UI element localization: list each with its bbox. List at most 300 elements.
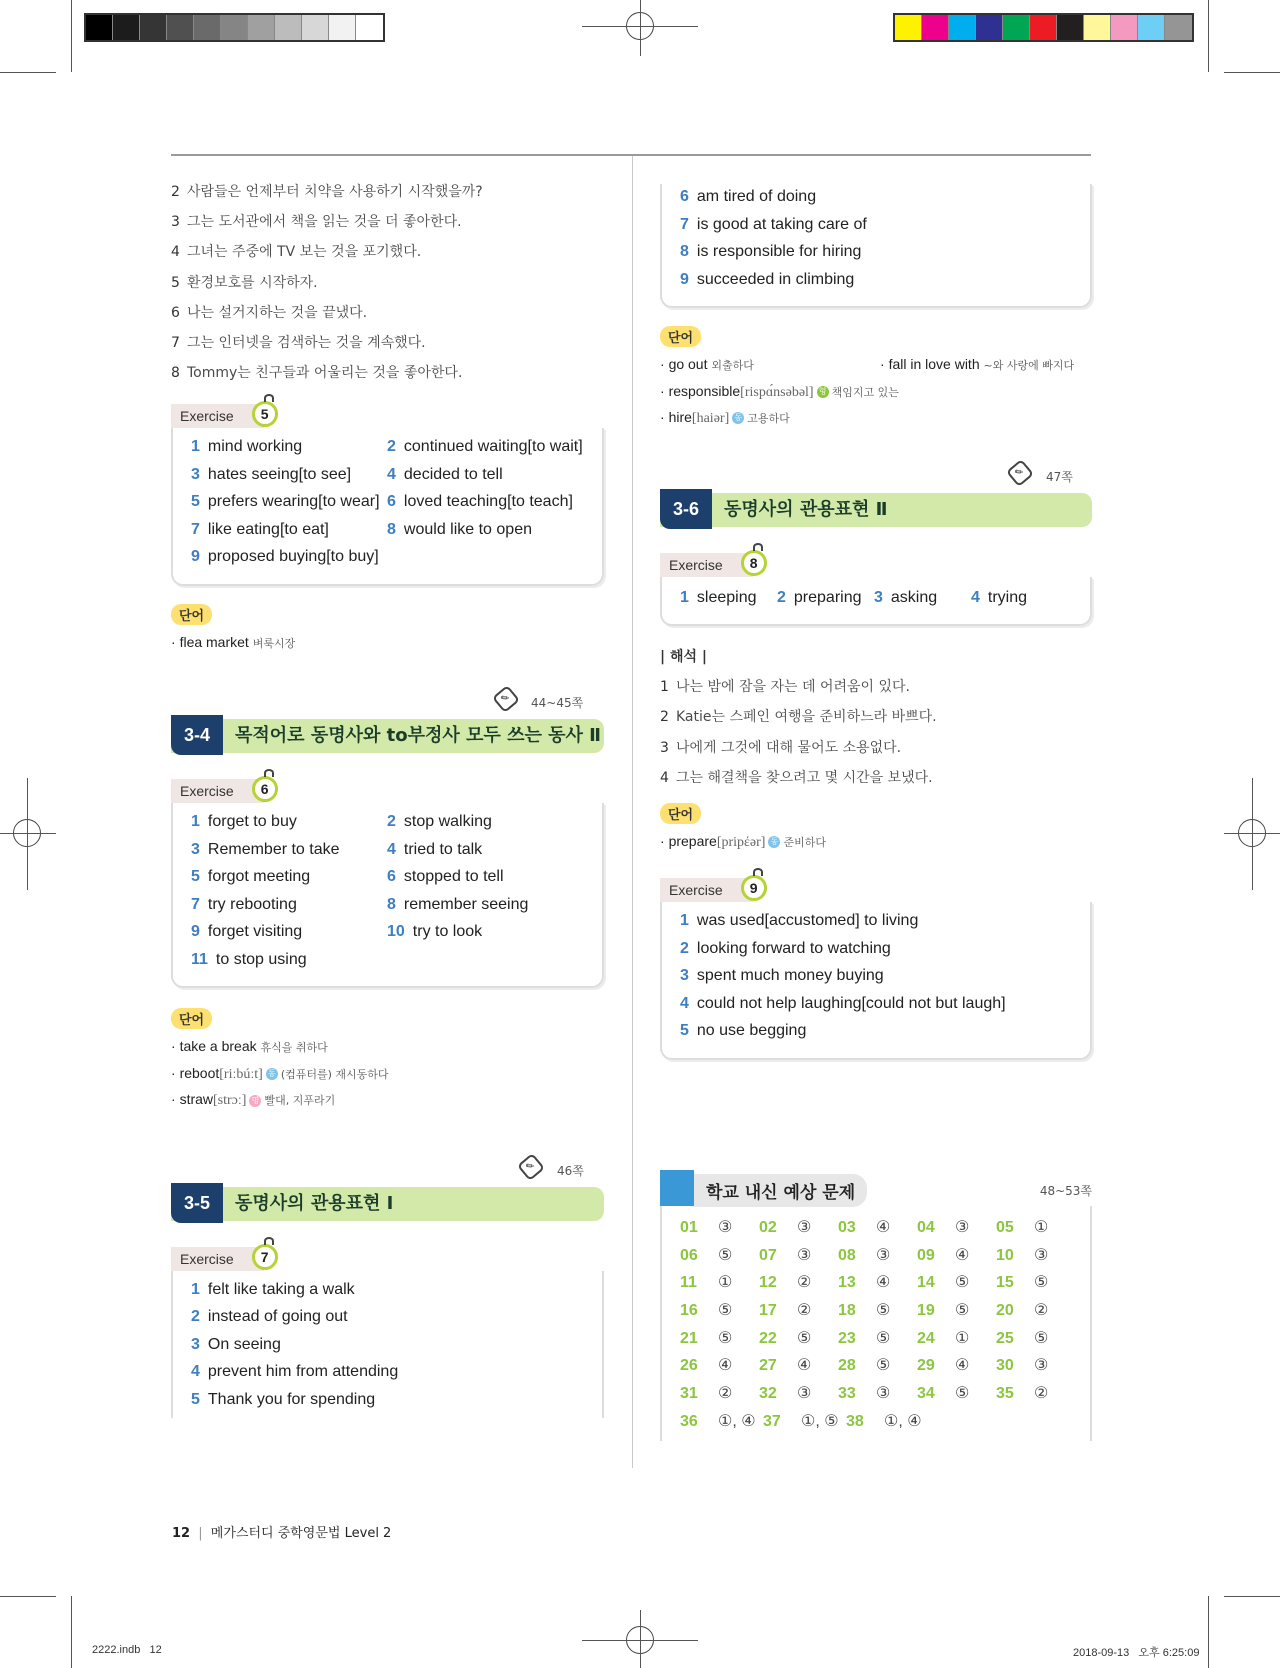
question-number: 19 [917, 1302, 935, 1319]
exercise-number-badge: 6 [252, 776, 278, 802]
answer-text: forget to buy [207, 813, 297, 831]
answer-number: 1 [191, 1280, 200, 1298]
answer-number: 3 [191, 465, 200, 483]
line-number: 7 [171, 334, 180, 351]
answer-item [680, 267, 1074, 295]
answer-choice: ⑤ [718, 1329, 733, 1347]
vocab-gloss: (컴퓨터를) 재시동하다 [280, 1067, 389, 1081]
exam-answer [917, 1297, 996, 1325]
vocab-item: · prepare[pripέər] 동 준비하다 [660, 832, 826, 850]
page-reference: 44~45쪽 [531, 696, 584, 711]
line-text: 환경보호를 시작하자. [187, 274, 318, 291]
color-swatch [1111, 15, 1138, 40]
exam-row [680, 1269, 1080, 1297]
vocab-section [171, 1008, 604, 1113]
question-number: 10 [996, 1246, 1014, 1264]
answer-text: prevent him from attending [207, 1363, 399, 1381]
answer-text: instead of going out [207, 1308, 348, 1326]
question-number: 18 [838, 1302, 856, 1319]
exam-answer [759, 1325, 838, 1353]
crop-mark [1224, 1596, 1280, 1597]
answer-choice: ③ [718, 1218, 733, 1236]
vocab-tag: 단어 [660, 326, 701, 347]
exercise-9 [660, 878, 1092, 1060]
answer-number: 2 [191, 1308, 200, 1326]
line-number: 5 [171, 274, 180, 291]
answer-text: is responsible for hiring [696, 243, 862, 260]
exam-answer [680, 1269, 759, 1297]
question-number: 35 [996, 1385, 1014, 1403]
answer-number: 5 [191, 1390, 200, 1408]
exam-answer [759, 1242, 838, 1270]
answer-number: 7 [680, 215, 689, 233]
interpretation-label: | 해석 | [660, 649, 708, 665]
answer-item [191, 947, 387, 975]
answer-text: like eating[to eat] [207, 520, 329, 538]
exam-answer [996, 1380, 1075, 1408]
answer-item [191, 892, 387, 920]
answer-grid [191, 434, 586, 572]
exercise-tab [660, 553, 758, 577]
exercise-tab [171, 1247, 269, 1271]
answer-item [680, 212, 1074, 240]
answer-number: 11 [191, 950, 208, 968]
question-number: 11 [680, 1274, 697, 1292]
answer-item [777, 585, 874, 613]
answer-row [680, 585, 1074, 613]
answer-choice: ⑤ [1034, 1274, 1049, 1292]
answer-text: remember seeing [403, 895, 529, 913]
answer-number: 1 [680, 912, 689, 930]
exam-answer [680, 1408, 763, 1436]
section-title: 동명사의 관용표현 Ⅰ [235, 1192, 394, 1214]
answer-number: 2 [777, 588, 786, 606]
vocab-item: · go out 외출하다 [660, 356, 754, 372]
crop-mark [1224, 72, 1280, 73]
line-text: 나는 설거지하는 것을 끝냈다. [187, 304, 368, 321]
adjective-icon: 형 [817, 386, 829, 398]
question-number: 15 [996, 1274, 1014, 1292]
answer-choice: ② [1034, 1385, 1049, 1403]
answer-number: 4 [191, 1363, 200, 1381]
answer-choice: ⑤ [1034, 1329, 1049, 1347]
answer-item [191, 837, 387, 865]
answer-item [191, 1359, 586, 1387]
line-number: 4 [660, 769, 669, 786]
answer-text: stopped to tell [403, 868, 504, 886]
answer-choice: ⑤ [876, 1302, 891, 1319]
answer-text: no use begging [696, 1022, 807, 1040]
answer-item [191, 462, 387, 490]
answer-item [387, 919, 587, 947]
slug-file: 2222.indb 12 [92, 1644, 162, 1656]
answer-choice: ③ [876, 1246, 891, 1264]
page-reference-icon: ✎ [517, 1153, 545, 1181]
question-number: 23 [838, 1329, 856, 1347]
answer-number: 7 [191, 520, 200, 538]
answer-item [680, 184, 1074, 212]
exam-row [680, 1297, 1080, 1325]
exam-header-accent [660, 1170, 694, 1206]
exam-answer [838, 1352, 917, 1380]
interpretation-line [660, 702, 1092, 732]
answer-box-continued [660, 184, 1092, 308]
answer-number: 6 [680, 188, 689, 205]
color-swatch [976, 15, 1003, 40]
answer-text: to stop using [215, 950, 307, 968]
answer-choice: ② [718, 1385, 733, 1403]
answer-list [680, 184, 1074, 294]
answer-box [171, 1271, 604, 1419]
question-number: 29 [917, 1357, 935, 1375]
page-reference: 47쪽 [1046, 469, 1073, 484]
question-number: 36 [680, 1412, 698, 1430]
answer-box [660, 577, 1092, 627]
question-number: 17 [759, 1302, 777, 1319]
translation-line [171, 207, 604, 237]
exam-answer-grid [680, 1214, 1080, 1436]
translation-list [171, 177, 604, 388]
registration-mark-line [640, 1610, 641, 1668]
answer-number: 2 [387, 813, 396, 831]
exam-answer [680, 1325, 759, 1353]
answer-choice: ① [1034, 1218, 1049, 1236]
question-number: 21 [680, 1329, 698, 1347]
question-number: 38 [846, 1412, 864, 1430]
verb-icon: 동 [266, 1068, 278, 1080]
color-swatch [922, 15, 949, 40]
line-text: 사람들은 언제부터 치약을 사용하기 시작했을까? [187, 184, 483, 200]
line-number: 8 [171, 365, 180, 382]
answer-item [874, 585, 971, 613]
page-reference-icon: ✎ [1006, 458, 1034, 486]
answer-item [191, 544, 387, 572]
line-text: Katie는 스페인 여행을 준비하느라 바쁘다. [676, 709, 937, 726]
exam-row [680, 1352, 1080, 1380]
top-rule [171, 154, 1091, 156]
exercise-label: Exercise [180, 408, 234, 425]
answer-text: would like to open [403, 520, 532, 538]
question-number: 08 [838, 1246, 856, 1264]
answer-text: stop walking [403, 813, 492, 831]
answer-choice: ④ [876, 1274, 891, 1292]
answer-number: 7 [191, 895, 200, 913]
answer-item [387, 864, 587, 892]
answer-number: 5 [191, 493, 200, 511]
vocab-gloss: 빨대, 지푸라기 [264, 1094, 336, 1108]
book-title: 메가스터디 중학영문법 Level 2 [210, 1526, 392, 1541]
answer-text: mind working [207, 438, 303, 456]
answer-choice: ③ [955, 1218, 970, 1236]
answer-text: forget visiting [207, 923, 303, 941]
color-swatch [248, 15, 275, 40]
question-number: 27 [759, 1357, 777, 1375]
translation-line [171, 298, 604, 328]
answer-grid [191, 809, 586, 974]
question-number: 02 [759, 1218, 777, 1236]
answer-item [191, 1277, 586, 1305]
answer-item [191, 517, 387, 545]
answer-text: try to look [412, 923, 483, 941]
question-number: 13 [838, 1274, 856, 1292]
exam-answer-box [660, 1206, 1092, 1442]
answer-number: 8 [680, 243, 689, 260]
registration-mark-line [640, 0, 641, 56]
page-reference: 46쪽 [557, 1163, 584, 1178]
answer-item [387, 462, 587, 490]
answer-number: 6 [387, 868, 396, 886]
answer-item [191, 489, 387, 517]
question-number: 05 [996, 1218, 1014, 1236]
color-swatch [194, 15, 221, 40]
answer-item [191, 1332, 586, 1360]
answer-text: hates seeing[to see] [207, 465, 352, 483]
answer-number: 6 [387, 493, 396, 511]
answer-item [191, 809, 387, 837]
answer-choice: ④ [718, 1357, 733, 1375]
color-swatch [221, 15, 248, 40]
answer-choice: ⑤ [955, 1302, 970, 1319]
vocab-item: · responsible[rispɑ́nsəbəl] 형 책임지고 있는 [660, 382, 899, 400]
section-badge: 3-5 [171, 1183, 223, 1223]
exam-title: 학교 내신 예상 문제 [694, 1174, 867, 1207]
answer-choice: ⑤ [876, 1357, 891, 1375]
interpretation-section [660, 642, 1092, 793]
answer-number: 5 [680, 1022, 689, 1040]
question-number: 28 [838, 1357, 856, 1375]
vocab-section [660, 326, 1092, 431]
answer-text: could not help laughing[could not but laugh] [696, 994, 1006, 1012]
slug-date: 2018-09-13 오후 6:25:09 [1073, 1647, 1200, 1659]
answer-number: 4 [680, 994, 689, 1012]
answer-number: 1 [191, 438, 200, 456]
vocab-item: · take a break 휴식을 취하다 [171, 1038, 328, 1055]
answer-number: 9 [680, 270, 689, 288]
question-number: 31 [680, 1385, 698, 1403]
answer-number: 9 [191, 923, 200, 941]
answer-choice: ④ [797, 1357, 812, 1375]
exam-answer [759, 1352, 838, 1380]
page-reference: 48~53쪽 [1039, 1183, 1092, 1198]
answer-item [387, 489, 587, 517]
color-swatch [113, 15, 140, 40]
exam-answer [838, 1242, 917, 1270]
answer-item [680, 585, 777, 613]
question-number: 20 [996, 1302, 1014, 1319]
translation-line [171, 177, 604, 207]
column-divider [632, 156, 633, 1468]
answer-choice: ①, ⑤ [801, 1412, 839, 1430]
question-number: 06 [680, 1246, 698, 1264]
section-title: 동명사의 관용표현 Ⅱ [724, 498, 888, 520]
crop-mark [1208, 1596, 1209, 1668]
page-number: 12 [172, 1526, 191, 1541]
vocab-phonetic: [riːbúːt] [219, 1066, 263, 1082]
exam-answer [759, 1214, 838, 1242]
question-number: 24 [917, 1329, 935, 1347]
question-number: 37 [763, 1412, 781, 1430]
answer-text: felt like taking a walk [207, 1280, 355, 1298]
answer-number: 3 [191, 840, 200, 858]
interpretation-line [660, 733, 1092, 763]
question-number: 09 [917, 1246, 935, 1264]
question-number: 14 [917, 1274, 935, 1292]
color-swatch [895, 15, 922, 40]
line-number: 3 [660, 739, 669, 756]
registration-mark-line [27, 778, 28, 890]
answer-text: asking [890, 588, 938, 606]
answer-text: was used[accustomed] to living [696, 912, 919, 930]
section-3-6 [660, 465, 1092, 529]
exam-answer [680, 1242, 759, 1270]
line-text: 그는 인터넷을 검색하는 것을 계속했다. [187, 334, 426, 351]
exam-row [680, 1325, 1080, 1353]
answer-number: 1 [191, 813, 200, 831]
answer-number: 2 [387, 438, 396, 456]
color-swatch [329, 15, 356, 40]
answer-text: is good at taking care of [696, 215, 867, 233]
exam-answer [680, 1352, 759, 1380]
crop-mark [0, 72, 56, 73]
vocab-list [171, 629, 604, 656]
answer-text: decided to tell [403, 465, 503, 483]
exam-answer [917, 1380, 996, 1408]
exam-answer [838, 1380, 917, 1408]
line-number: 4 [171, 244, 180, 261]
color-swatch [86, 15, 113, 40]
vocab-tag: 단어 [660, 803, 701, 824]
color-swatch [302, 15, 329, 40]
exercise-label: Exercise [180, 783, 234, 800]
exercise-6 [171, 779, 604, 988]
vocab-list [660, 351, 1092, 431]
exam-answer [917, 1269, 996, 1297]
answer-item [191, 1387, 586, 1415]
answer-choice: ② [797, 1302, 812, 1319]
answer-number: 8 [387, 895, 396, 913]
answer-number: 2 [680, 939, 689, 957]
footer-separator: | [198, 1526, 203, 1541]
answer-choice: ④ [955, 1357, 970, 1375]
vocab-gloss: 휴식을 취하다 [260, 1041, 328, 1055]
exam-answer [996, 1352, 1075, 1380]
crop-mark [1208, 0, 1209, 72]
answer-choice: ⑤ [955, 1274, 970, 1292]
color-swatch [356, 15, 383, 40]
right-column [660, 184, 1092, 1441]
answer-text: am tired of doing [696, 188, 817, 205]
translation-line [171, 237, 604, 267]
exam-answer [759, 1297, 838, 1325]
answer-number: 5 [191, 868, 200, 886]
noun-icon: 명 [249, 1095, 261, 1107]
exercise-label: Exercise [669, 882, 723, 899]
section-3-4 [171, 692, 604, 755]
answer-item [191, 1304, 586, 1332]
question-number: 32 [759, 1385, 777, 1403]
answer-choice: ③ [1034, 1357, 1049, 1375]
answer-choice: ② [797, 1274, 812, 1292]
color-swatch [140, 15, 167, 40]
answer-text: succeeded in climbing [696, 270, 855, 288]
color-swatch [1165, 15, 1192, 40]
color-swatch [949, 15, 976, 40]
interpretation-line [660, 672, 1092, 702]
vocab-list [171, 1033, 604, 1113]
answer-item [680, 239, 1074, 267]
answer-text: try rebooting [207, 895, 297, 913]
page-footer [172, 1522, 391, 1541]
vocab-word: flea market [179, 633, 249, 650]
exam-header [660, 1170, 1092, 1206]
exam-answer [996, 1214, 1075, 1242]
registration-mark-line [1252, 778, 1253, 890]
question-number: 33 [838, 1385, 856, 1403]
answer-text: forgot meeting [207, 868, 311, 886]
answer-item [191, 434, 387, 462]
exam-answer [680, 1214, 759, 1242]
answer-choice: ⑤ [797, 1329, 812, 1347]
answer-text: continued waiting[to wait] [403, 438, 583, 456]
translation-line [171, 328, 604, 358]
exam-answer [846, 1408, 929, 1436]
school-exam-section [660, 1170, 1092, 1442]
section-badge: 3-6 [660, 489, 712, 529]
interpretation-list [660, 672, 1092, 793]
answer-text: sleeping [696, 588, 757, 606]
answer-number: 4 [971, 588, 980, 606]
interpretation-line [660, 763, 1092, 793]
exam-answer [917, 1242, 996, 1270]
answer-choice: ③ [1034, 1246, 1049, 1264]
answer-item [680, 908, 1074, 936]
exercise-number-badge: 8 [741, 550, 767, 576]
exam-answer [917, 1214, 996, 1242]
answer-choice: ①, ④ [718, 1412, 756, 1430]
answer-text: Remember to take [207, 840, 340, 858]
question-number: 34 [917, 1385, 935, 1403]
color-bar [893, 13, 1194, 42]
exam-answer [996, 1242, 1075, 1270]
exercise-number-badge: 9 [741, 875, 767, 901]
color-swatch [1057, 15, 1084, 40]
vocab-tag: 단어 [171, 604, 212, 625]
answer-text: looking forward to watching [696, 939, 891, 957]
exercise-label: Exercise [669, 556, 723, 573]
exam-row [680, 1242, 1080, 1270]
crop-mark [0, 1596, 56, 1597]
answer-choice: ③ [797, 1246, 812, 1264]
color-swatch [167, 15, 194, 40]
answer-text: preparing [793, 588, 862, 606]
answer-item [387, 837, 587, 865]
answer-item [680, 991, 1074, 1019]
exam-answer [996, 1269, 1075, 1297]
vocab-item: · flea market 벼룩시장 [171, 633, 296, 650]
answer-number: 9 [191, 548, 200, 566]
color-swatch [1003, 15, 1030, 40]
exam-answer [759, 1269, 838, 1297]
answer-number: 8 [387, 520, 396, 538]
exam-answer [838, 1325, 917, 1353]
answer-item [387, 434, 587, 462]
translation-line [171, 268, 604, 298]
exercise-number-badge: 5 [252, 401, 278, 427]
line-text: 나는 밤에 잠을 자는 데 어려움이 있다. [676, 679, 911, 696]
line-text: 그는 해결책을 찾으려고 몇 시간을 보냈다. [676, 769, 933, 786]
answer-text: proposed buying[to buy] [207, 548, 379, 566]
question-number: 01 [680, 1218, 698, 1236]
